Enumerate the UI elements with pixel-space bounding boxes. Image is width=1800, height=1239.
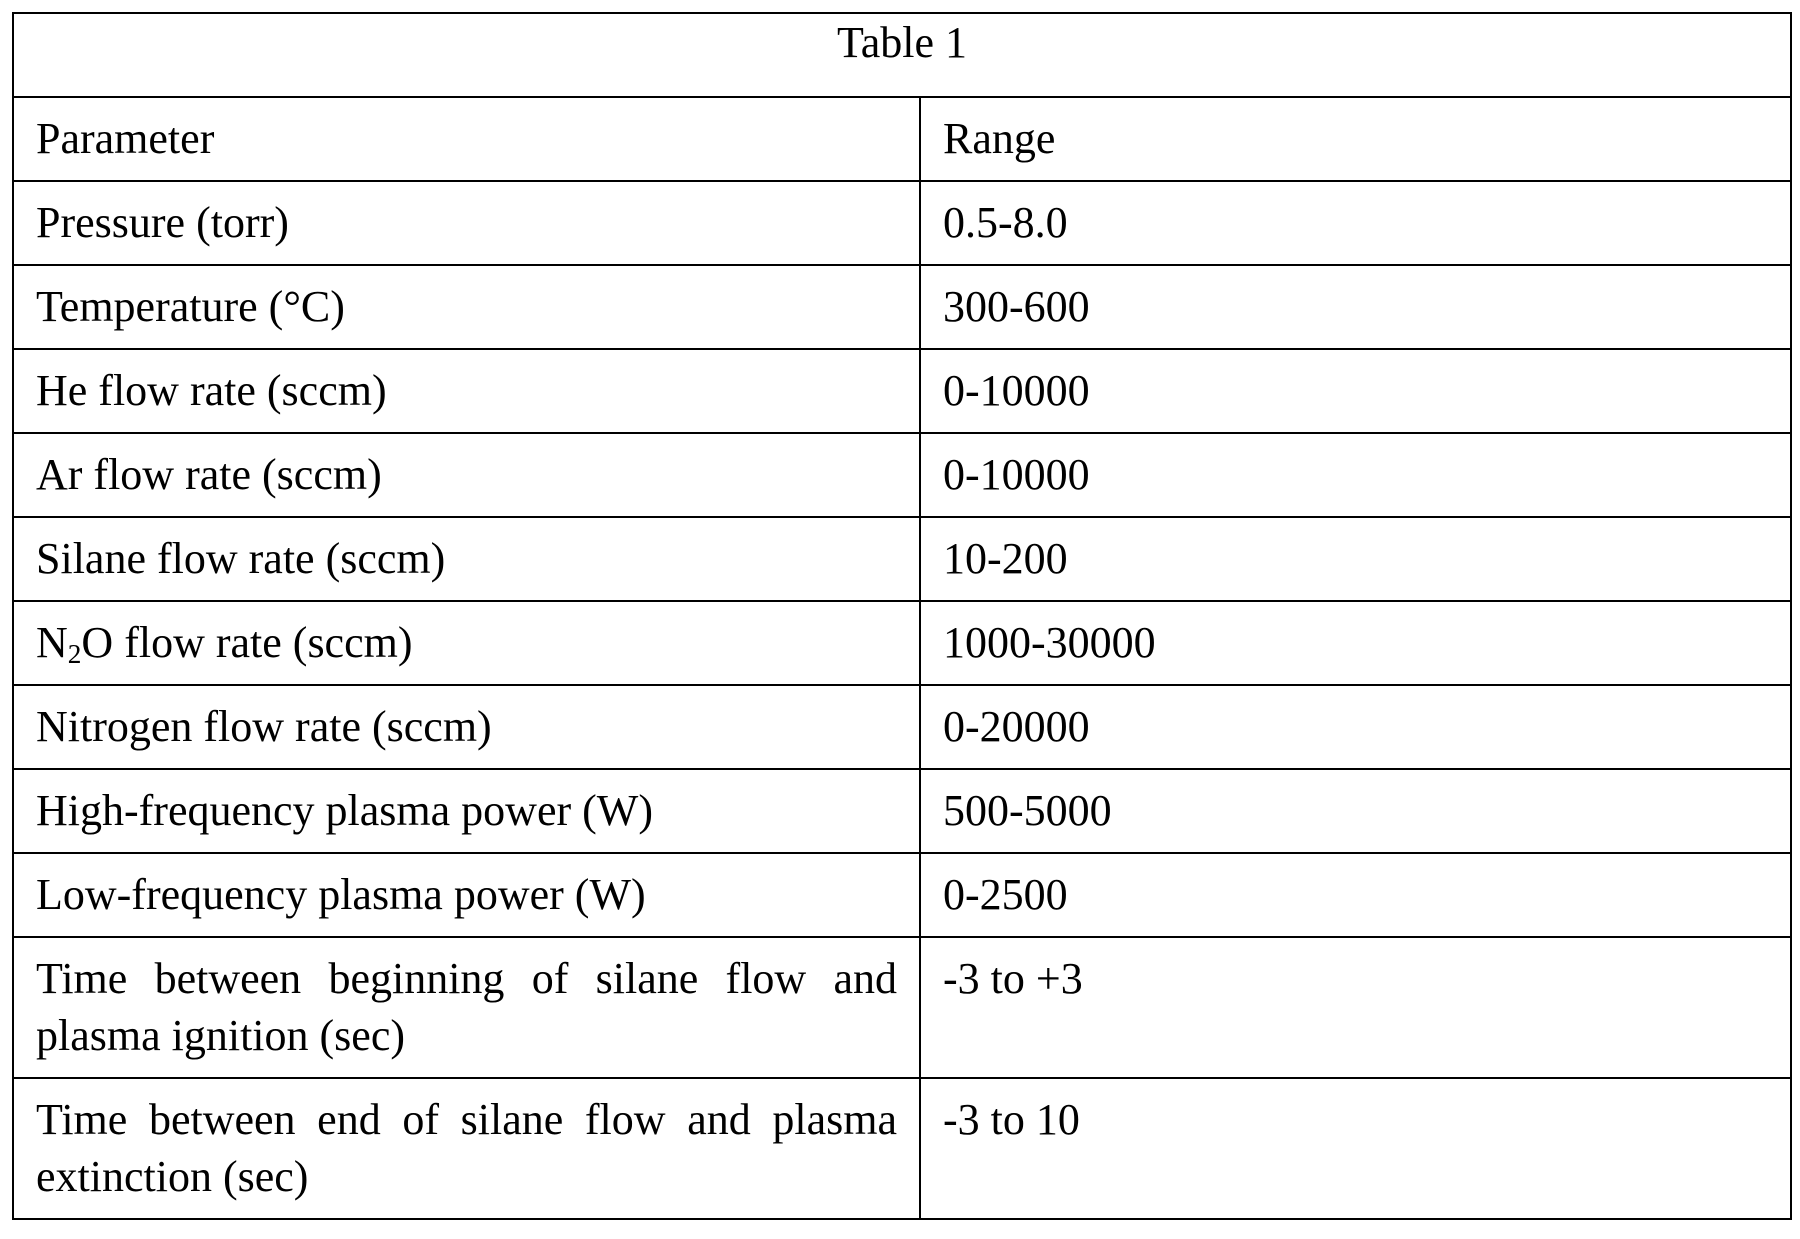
parameter-table [12, 12, 1792, 1220]
formula-suffix: O flow rate (sccm) [81, 618, 413, 667]
range-cell: 0-2500 [920, 853, 1791, 937]
range-cell: 0-10000 [920, 349, 1791, 433]
parameter-cell: Silane flow rate (sccm) [13, 517, 920, 601]
range-cell: -3 to +3 [920, 937, 1791, 1078]
table-row [13, 1078, 1791, 1219]
parameter-cell: Temperature (°C) [13, 265, 920, 349]
table-caption: Table 1 [13, 13, 1791, 97]
column-header-range: Range [920, 97, 1791, 181]
parameter-cell: Pressure (torr) [13, 181, 920, 265]
table-row [13, 433, 1791, 517]
range-cell: 0-20000 [920, 685, 1791, 769]
table-row [13, 601, 1791, 685]
formula-subscript: 2 [67, 639, 82, 669]
parameter-cell [13, 601, 920, 685]
range-cell: 1000-30000 [920, 601, 1791, 685]
table-row [13, 685, 1791, 769]
formula-n: N [36, 618, 68, 667]
parameter-cell: He flow rate (sccm) [13, 349, 920, 433]
range-cell: 500-5000 [920, 769, 1791, 853]
range-cell: 10-200 [920, 517, 1791, 601]
table-row [13, 937, 1791, 1078]
range-cell: 300-600 [920, 265, 1791, 349]
table-row [13, 853, 1791, 937]
range-cell: -3 to 10 [920, 1078, 1791, 1219]
table-row [13, 769, 1791, 853]
parameter-cell: Nitrogen flow rate (sccm) [13, 685, 920, 769]
parameter-cell: Time between end of silane flow and plasma extinction (sec) [13, 1078, 920, 1219]
table-header-row [13, 97, 1791, 181]
parameter-cell: High-frequency plasma power (W) [13, 769, 920, 853]
table-row [13, 517, 1791, 601]
table-row [13, 265, 1791, 349]
range-cell: 0-10000 [920, 433, 1791, 517]
parameter-cell: Ar flow rate (sccm) [13, 433, 920, 517]
parameter-cell: Time between beginning of silane flow and plasma ignition (sec) [13, 937, 920, 1078]
parameter-cell: Low-frequency plasma power (W) [13, 853, 920, 937]
range-cell: 0.5-8.0 [920, 181, 1791, 265]
table-row [13, 349, 1791, 433]
table-row [13, 181, 1791, 265]
column-header-parameter: Parameter [13, 97, 920, 181]
